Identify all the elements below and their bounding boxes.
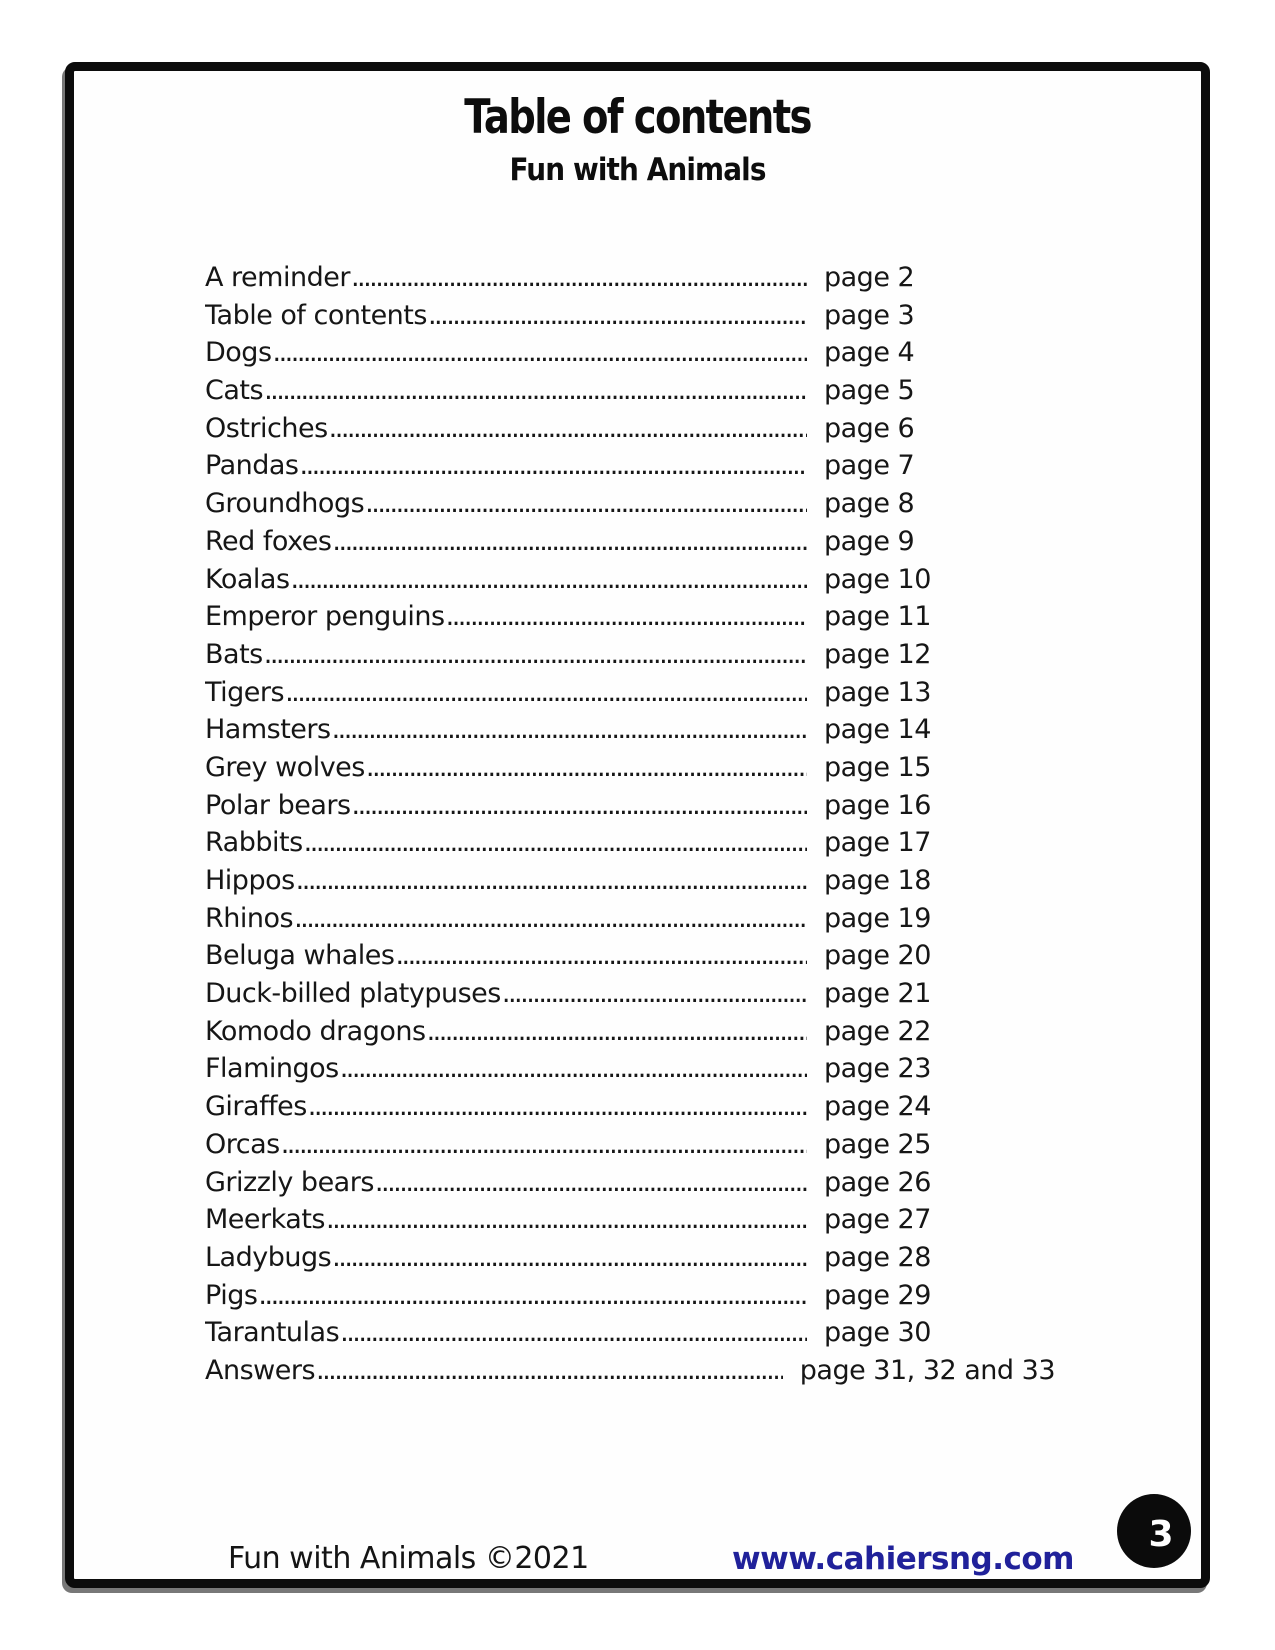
toc-row (205, 300, 1055, 338)
toc-entry-page: page 17 (824, 827, 931, 859)
toc-entry-page: page 28 (824, 1241, 931, 1273)
toc-entry-page: page 26 (824, 1166, 931, 1198)
toc-entry-leader (205, 375, 807, 406)
toc-entry-label: Grizzly bears (205, 1166, 374, 1198)
toc-row (205, 677, 1055, 715)
toc-dot-leader (339, 1053, 807, 1084)
page-number: 3 (1148, 1513, 1174, 1555)
toc-entry-leader (205, 262, 807, 293)
toc-entry-page: page 9 (824, 525, 915, 557)
toc-entry-page: page 10 (824, 563, 931, 595)
toc-row (205, 526, 1055, 564)
toc-entry-label: Tarantulas (205, 1317, 340, 1349)
toc-entry-label: A reminder (205, 262, 350, 293)
toc-entry-leader (205, 1204, 807, 1235)
toc-entry-label: Komodo dragons (205, 1015, 426, 1047)
toc-entry-label: Answers (205, 1354, 316, 1386)
toc-entry-label: Giraffes (205, 1091, 307, 1123)
toc-entry-label: Ostriches (205, 412, 328, 444)
toc-entry-label: Meerkats (205, 1204, 325, 1236)
toc-dot-leader (328, 413, 807, 444)
toc-entry-leader (205, 903, 807, 934)
toc-entry-leader (205, 1129, 807, 1160)
toc-row (205, 1091, 1055, 1129)
toc-dot-leader (280, 1129, 807, 1160)
toc-entry-leader (205, 526, 807, 557)
toc-entry-label: Dogs (205, 337, 272, 369)
toc-entry-page: page 18 (824, 865, 931, 896)
toc-entry-label: Pigs (205, 1279, 258, 1311)
toc-entry-label: Flamingos (205, 1053, 339, 1085)
toc-entry-page: page 5 (824, 375, 915, 407)
toc-entry-page: page 8 (824, 488, 915, 520)
toc-dot-leader (257, 1280, 807, 1311)
toc-entry-page: page 7 (824, 450, 915, 482)
toc-entry-leader (205, 790, 807, 821)
toc-entry-label: Pandas (205, 450, 299, 482)
toc-entry-label: Orcas (205, 1128, 280, 1160)
toc-entry-page: page 27 (824, 1204, 931, 1236)
page-title: Table of contents (464, 90, 811, 145)
toc-entry-leader (205, 1016, 807, 1047)
toc-entry-label: Koalas (205, 563, 290, 595)
toc-dot-leader (427, 300, 807, 331)
toc-entry-label: Cats (205, 375, 264, 407)
toc-entry-leader (205, 1280, 807, 1311)
toc-entry-page: page 6 (824, 412, 915, 444)
toc-dot-leader (295, 865, 807, 896)
toc-row (205, 1317, 1055, 1355)
toc-dot-leader (307, 1091, 807, 1122)
toc-entry-leader (205, 940, 807, 971)
toc-dot-leader (315, 1355, 783, 1386)
toc-dot-leader (364, 488, 807, 519)
toc-entry-leader (205, 752, 807, 783)
toc-entry-label: Tigers (205, 676, 285, 708)
toc-row (205, 1129, 1055, 1167)
toc-entry-page: page 3 (824, 299, 915, 331)
toc-row (205, 1280, 1055, 1318)
toc-entry-label: Polar bears (205, 789, 351, 821)
toc-entry-label: Grey wolves (205, 751, 365, 783)
toc-dot-leader (303, 827, 807, 858)
toc-entry-label: Bats (205, 638, 263, 670)
toc-entry-page: page 21 (824, 978, 931, 1010)
toc-dot-leader (331, 1242, 807, 1273)
toc-entry-leader (205, 978, 807, 1009)
toc-entry-label: Ladybugs (205, 1241, 332, 1273)
toc-entry-label: Table of contents (205, 299, 427, 331)
toc-entry-page: page 20 (824, 940, 931, 972)
toc-dot-leader (290, 564, 807, 595)
page-number-badge (1117, 1494, 1191, 1568)
toc-dot-leader (331, 714, 807, 745)
toc-entry-label: Hamsters (205, 714, 331, 746)
toc-row (205, 1355, 1055, 1393)
toc-row (205, 564, 1055, 602)
toc-dot-leader (426, 1016, 807, 1047)
toc-row (205, 790, 1055, 828)
toc-entry-leader (205, 450, 807, 481)
toc-entry-label: Hippos (205, 865, 295, 896)
toc-entry-label: Rhinos (205, 902, 294, 934)
toc-dot-leader (351, 790, 807, 821)
header (65, 92, 1210, 188)
toc-entry-page: page 13 (824, 676, 931, 708)
toc-entry-leader (205, 564, 807, 595)
footer-copyright: Fun with Animals ©2021 (228, 1541, 589, 1576)
footer-website-link[interactable]: www.cahiersng.com (732, 1541, 1074, 1577)
toc-entry-leader (205, 300, 807, 331)
toc-entry-leader (205, 1317, 807, 1348)
toc-entry-page: page 12 (824, 638, 931, 670)
toc-entry-leader (205, 1355, 783, 1386)
toc-entry-page: page 2 (824, 262, 915, 293)
toc-entry-page: page 14 (824, 714, 931, 746)
toc-entry-label: Red foxes (205, 525, 332, 557)
toc-dot-leader (350, 262, 807, 293)
toc-dot-leader (272, 337, 807, 368)
toc-entry-page: page 25 (824, 1128, 931, 1160)
toc-row (205, 714, 1055, 752)
toc-dot-leader (284, 677, 807, 708)
toc-entry-leader (205, 601, 807, 632)
toc-entry-leader (205, 677, 807, 708)
toc-entry-page: page 23 (824, 1053, 931, 1085)
toc-entry-label: Groundhogs (205, 488, 365, 520)
toc-entry-leader (205, 1167, 807, 1198)
toc-dot-leader (263, 375, 807, 406)
toc-entry-leader (205, 413, 807, 444)
toc-dot-leader (374, 1167, 807, 1198)
toc-entry-page: page 29 (824, 1279, 931, 1311)
toc-entry-leader (205, 827, 807, 858)
toc-dot-leader (298, 450, 807, 481)
toc-dot-leader (445, 601, 807, 632)
toc-row (205, 1204, 1055, 1242)
toc-row (205, 639, 1055, 677)
toc-entry-label: Duck-billed platypuses (205, 978, 501, 1010)
toc-entry-label: Beluga whales (205, 940, 395, 972)
toc-row (205, 1016, 1055, 1054)
toc-entry-page: page 4 (824, 337, 915, 369)
toc-entry-leader (205, 337, 807, 368)
toc-row (205, 488, 1055, 526)
toc-entry-page: page 22 (824, 1015, 931, 1047)
page-subtitle: Fun with Animals (509, 151, 766, 188)
toc-entry-leader (205, 488, 807, 519)
toc-entry-leader (205, 1053, 807, 1084)
toc-row (205, 1053, 1055, 1091)
toc-entry-leader (205, 1242, 807, 1273)
toc-row (205, 978, 1055, 1016)
toc-row (205, 450, 1055, 488)
toc-row (205, 337, 1055, 375)
toc-dot-leader (331, 526, 807, 557)
toc-entry-label: Emperor penguins (205, 601, 445, 633)
toc-row (205, 827, 1055, 865)
toc-list (205, 262, 1055, 1393)
toc-dot-leader (293, 903, 807, 934)
toc-row (205, 865, 1055, 903)
toc-entry-page: page 24 (824, 1091, 931, 1123)
toc-entry-leader (205, 1091, 807, 1122)
toc-dot-leader (394, 940, 807, 971)
toc-row (205, 375, 1055, 413)
toc-entry-label: Rabbits (205, 827, 303, 859)
toc-row (205, 1167, 1055, 1205)
toc-dot-leader (263, 639, 807, 670)
toc-dot-leader (339, 1317, 807, 1348)
toc-entry-leader (205, 714, 807, 745)
toc-row (205, 413, 1055, 451)
toc-row (205, 1242, 1055, 1280)
toc-entry-page: page 15 (824, 751, 931, 783)
toc-dot-leader (325, 1204, 807, 1235)
toc-entry-page: page 19 (824, 902, 931, 934)
toc-entry-leader (205, 865, 807, 896)
toc-entry-page: page 11 (824, 601, 931, 633)
toc-row (205, 940, 1055, 978)
toc-entry-page: page 30 (824, 1317, 931, 1349)
toc-entry-page: page 16 (824, 789, 931, 821)
toc-entry-leader (205, 639, 807, 670)
toc-row (205, 262, 1055, 300)
toc-row (205, 752, 1055, 790)
toc-row (205, 903, 1055, 941)
toc-dot-leader (501, 978, 807, 1009)
toc-entry-page: page 31, 32 and 33 (799, 1354, 1055, 1386)
toc-dot-leader (365, 752, 807, 783)
toc-row (205, 601, 1055, 639)
